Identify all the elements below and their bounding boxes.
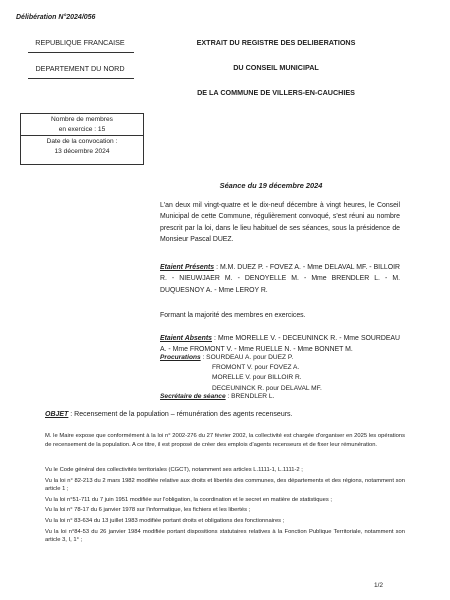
convocation-label: Date de la convocation : [46,138,118,146]
seance-date: Séance du 19 décembre 2024 [219,181,323,190]
secretaire-label: Secrétaire de séance [160,393,226,400]
meeting-info-box [20,113,144,165]
expose-paragraph: M. le Maire expose que conformément à la loi n° 2002-276 du 27 février 2002, la collectivité est chargée d'organiser en 2025 les opérations de recensement de la population. A ce titre, il est proposé de créer des emplois d'agents recenseurs et de fixer leur rémunération. [45,433,405,448]
procuration-item: : SOURDEAU A. pour DUEZ P. [202,354,294,361]
vu-item: Vu la loi n° 78-17 du 6 janvier 1978 sur l'informatique, les fichiers et les libertés ; [45,507,251,514]
objet-text: : Recensement de la population – rémunération des agents recenseurs. [70,411,293,418]
objet-label: OBJET [45,411,69,418]
vu-item: Vu la loi n° 82-213 du 2 mars 1982 modifiée relative aux droits et libertés des communes, des départements et des régions, notamment son article 1 ; [45,477,405,493]
objet-row [45,411,293,418]
presents-paragraph [160,262,400,296]
vu-item: Vu la loi n°51-711 du 7 juin 1951 modifiée sur l'obligation, la coordination et le secret en matière de statistiques ; [45,496,332,503]
procuration-item: DECEUNINCK R. pour DELAVAL MF. [212,384,322,392]
vu-list [45,466,405,545]
majority-text: Formant la majorité des membres en exercices. [160,312,306,319]
presents-label: Etaient Présents [160,264,215,271]
council-title: DU CONSEIL MUNICIPAL [233,63,319,72]
procurations-block [160,353,405,394]
commune-title: DE LA COMMUNE DE VILLERS-EN-CAUCHIES [197,88,355,97]
members-value: en exercice : 15 [58,125,106,133]
absents-list: : Mme MORELLE V. - DECEUNINCK R. - Mme SOURDEAU A. - Mme FROMONT V. - Mme RUELLE N. - Mme BONNET M. [160,335,400,354]
register-title: EXTRAIT DU REGISTRE DES DELIBERATIONS [196,38,356,47]
presents-list: : M.M. DUEZ P. - FOVEZ A. - Mme DELAVAL MF. - BILLOIR R. - NIEUWJAER M. - DENOYELLE M. - Mme BRENDLER L. - M. DUQUESNOY A. - Mme LEROY R. [160,264,401,294]
republic-label: REPUBLIQUE FRANCAISE [35,38,125,47]
procurations-label: Procurations [160,354,201,361]
procuration-row [160,353,405,363]
members-label: Nombre de membres [51,116,113,123]
vu-item: Vu la loi n° 83-634 du 13 juillet 1983 modifiée portant droits et obligations des fonctionnaires ; [45,517,285,524]
absents-label: Etaient Absents [160,335,212,342]
procuration-item: MORELLE V. pour BILLOIR R. [212,374,302,382]
vu-item: Vu la loi n°84-53 du 26 janvier 1984 modifiée portant dispositions statutaires relatives à la Fonction Publique Territoriale, notamment son article 3, I, 1° ; [45,528,405,544]
department-label: DEPARTEMENT DU NORD [35,64,125,73]
vu-item: Vu le Code général des collectivités territoriales (CGCT), notamment ses articles L.1111-1, L.1111-2 ; [45,467,303,473]
divider [28,52,134,53]
box-divider [21,135,143,136]
secretaire-value: : BRENDLER L. [227,393,275,400]
convocation-value: 13 décembre 2024 [54,147,110,155]
procuration-item: FROMONT V. pour FOVEZ A. [212,364,300,372]
page-number: 1/2 [374,582,384,589]
deliberation-number: Délibération N°2024/056 [16,14,96,21]
secretaire-row [160,392,400,402]
divider [28,78,134,79]
intro-paragraph: L'an deux mil vingt-quatre et le dix-neuf décembre à vingt heures, le Conseil Municipal de cette Commune, régulièrement convoqué, s'est réuni au nombre prescrit par la loi, dans le lieu habituel de ses séances, sous la présidence de Monsieur Pascal DUEZ. [160,202,400,244]
